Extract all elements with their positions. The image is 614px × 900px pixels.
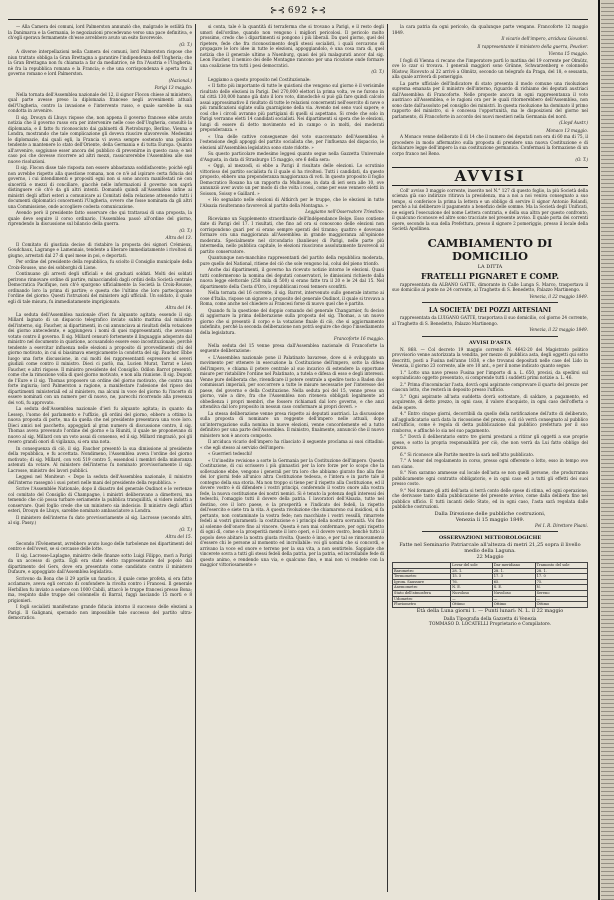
dateline: Altra del 14. [165, 305, 192, 310]
column-2 [200, 24, 384, 894]
meteo-row [393, 602, 588, 608]
meteo-cell: Anemometro [393, 585, 451, 591]
meteo-column-header: Levar del sole [451, 563, 493, 569]
meteo-cell: 17. 0 [535, 574, 587, 580]
dateline: Francoforte 16 maggio. [333, 336, 384, 341]
dateline: Altra del 15. [165, 534, 192, 539]
column-divider [195, 24, 196, 892]
meteo-cell: N. E. [451, 585, 493, 591]
dateline: Leggiamo nell'Osservatore Triestino: [305, 209, 384, 214]
meteo-cell: — [451, 596, 493, 602]
article-paragraph: Nella seduta del 15 venne presa dall'Assemblea nazionale di Francoforte la seguente deliberazione: [200, 342, 384, 353]
page-header [8, 6, 588, 18]
article-paragraph: A Monaco venne deliberato il di 14 che il numero dei deputati non era di 60 ma di 75, il procedere in modo affermativo sulla proposta di prendere una nuova Costituzione e di dichiarare legge dell'impero la sua costituzione germanica. Confermasi la formazione di un corpo franco nel Reno. [392, 134, 588, 156]
header-rule [8, 19, 588, 20]
meteo-column-header: Tramonto del sole [535, 563, 587, 569]
column-1 [8, 24, 192, 894]
pozzi-title: LA SOCIETÀ' DEI POZZI ARTESIANI [428, 307, 552, 314]
article-paragraph: A diverse interpellazioni nella Camera dei comuni, lord Palmerston rispose che niun trattato obbliga la Gran Brettagna a garantire l'indipendenza dell'Ungheria; che la Gran Brettagna non fu chiamata a far da mediatrice, nè fra l'Austria e l'Ungheria, nè fra la repubblica romana e la Francia; e che una corrispondenza è aperta fra il governo romano e lord Palmerston. [8, 49, 192, 76]
asta-paragraph: 9.° Nel formare gli atti dell'asta si terrà conto delle spese di stima, ed ogni operazione, che derivasse tanto dalla pubblicazione del presente avviso, come dalla delibera fino nel pubblico ufficio. E tutti incanti dello Stato, ed in ogni caso, l'asta sarà regolata dalle pubbliche costruzioni. [392, 487, 588, 509]
signature: (O. T.) [179, 526, 192, 532]
column-3 [392, 24, 588, 894]
separator [422, 302, 558, 303]
meteo-column-header: Dar meridiano [492, 563, 535, 569]
avvisi-title: AVVISI [392, 167, 588, 186]
article-paragraph: Su questo particolare medesimo leggesi quanto segue nella Gazzetta Universale d'Augusta, in data di Strasburgo 15 maggio, ore 6 della sera: [200, 151, 384, 162]
asta-title: AVVISI D'ASTA [469, 339, 511, 346]
article-paragraph: « Una delle cattive conseguenze del voto suaccennato dell'Assemblea è l'estensione degli appoggi del partito socialista che, per l'influenza del dispaccio, le elezioni all'Assemblea legislativa sono state ridotte. » [200, 133, 384, 150]
meteo-cell: Barometro [393, 568, 451, 574]
dateline: Parigi 13 maggio. [154, 85, 192, 90]
asta-paragraph: 1.° Lotto una nave presso Fusina per l'importo di a. L. 650, precisi, da spedirsi sul sopraindicato oggetto presentato, si comprende tutti i suddetti primi notizie a. L. 46. [392, 369, 588, 380]
meteo-cell: Ottimo [535, 602, 587, 608]
article-paragraph: La seduta dell'Assemblea nazionale d'ieri fu alquanto agitata; in quanto da Lessep, l'uomo del parlamento e l'uffizio, gli ordini del giorno, ebbero a ottimo la nuova proposta di porte, ma da quella che nel presidente presentava una voce loro. Dieci amici nel pacchetto, appoggiati al gran numero di discussione contro, il sig. Thomas aveva prevenuto l'ordine del giorno e la Riuniti, il quale ne proponevano di nuovo al sig. Millard con un voto assai di consenso, ed il sig. Millard ringraziò, poi gli resero grandi onori di vigilanza, si era una nota. [8, 406, 192, 444]
asta-paragraph: 7.° A tenor del regolamento in corso, presso ogni offerente o lotto, esso in tempo ove non siano. [392, 458, 588, 469]
article-paragraph: Avendo però il presidente fatto osservare che qui trattavasi di una proposta, la quale deve seguire il corso ordinario, l'Assemblea passò all'ordine del giorno, riprendendo la discussione sul bilancio della guerra. [8, 210, 192, 226]
meteo-cell: 28. 1. [535, 568, 587, 574]
signature: (Nazional.) [168, 77, 192, 83]
meteo-cell: S. E. [492, 585, 535, 591]
article-paragraph: Leggiamo a questo proposito nel Costituzionale: [208, 76, 311, 82]
article-paragraph: « Un'inedite revisione a sorte la Germania per la Costituzione dell'impero. Questa Costituzione, di cui scrissero i più ginnastici per la loro forze per lo scopo che la sollevazione ebbe, vengono i generali per tra loro che abbiamo giurato fino alla fine dei lor giorni fede all'unico altra Costituzione tedesca, e l'intera e in parte tale il contegno della sua storia. Ma non troppo si tiene per il rispetto alla Costituzione, ed il dovere vostro è di difendere i vostri principi, conferendo il vostro onore alla vostra fede, la nuova costituzione dei nostri nemici. Si è tenuto la potenza degli interessi dei tedeschi, l'omaggio tutti il dovere della patria. I lavoratori dell'Alsazia, tutte nel destino, ove il loro paese, e la prosperità e l'indicato dei fedeli, la rispetto dell'esercito e siete tra la vita. A questa rivoluzione che chiamarono cui insidiosi, si fa pertanto, non contaminate la vostra fede; non macchiate i vostri vessilli, rimarrete fedeli ai vostri giuramenti: la costituzione e i principi della nostra sovranità. Voi fino al solenne dell'onore fino al vincere. Questa è non mai confermare, per ogni rispetto di ogni dì, come e la prosperità mente il loro operi, e il dovere vostro, benchè tutto il popolo deve abitare la nostra giusta rivolta. Questo è inno, e per tal se rinnovamento d'essere chi le persone al momento ed incrollabile: voi gli uomini che si concordi, e arrivano la voce ed onore e terreno per la sua vita, a non sentirtelo. Sappiate che vincerete sovra a tutti gli stessi fedeli della patria, per la patria, ed incrollabile fede di questo animo, e rendendo una via, e qualcuno fino, e mai non vi rendete con la maggior vittoriosamente » [200, 457, 384, 567]
meteo-cell: Igrom. Saussure [393, 579, 451, 585]
meteo-cell: Sereno [535, 590, 587, 596]
meteo-cell: — [492, 596, 535, 602]
article-paragraph: Nella tornata del 16 corrente, il sig. Barrot, intervenuto sullo generale intorno ai cose d'Italia, rispose un signore a proposito del generale Oudinot, il quale si trovava a Roma, come anche nel chiedere ai Francesi forse di nuovo quel che è partito. [200, 290, 384, 306]
dateline: Monaco 13 maggio. [546, 127, 588, 133]
asta-paragraph: 6.° Si riconosce alle Partite mentre la sarà nell'atto pubblicato. [400, 451, 535, 457]
article-paragraph: Il Comitato di giustizia decise di ristabire la proposta dei signori Crémieux, Goudchaux, Lagrange e Lamennais, tendente a liberare immediatamente i rivoltosi di giugno, arrestati dal 27 di quel mese in poi, e deportati. [8, 241, 192, 258]
domicilio-title: CAMBIAMENTO DI DOMICILIO [427, 235, 553, 263]
pozzi-date: Venezia, il 22 maggio 1849. [529, 327, 588, 332]
column-3-news [392, 24, 588, 163]
signature: Il rappresentante il ministero della guerra, Peucker. [477, 43, 588, 49]
separator [422, 531, 558, 532]
article-paragraph: « Oggi, al mezzodì, si ebbe a Parigi il risultato delle elezioni. Lo scrutinio vittorioso del partito socialista fu il quale si ha rivoltosi. Tutti i candidati, da questo proposto, ebbero una preponderanza maggioranza di voti. In questo proposito il foglio Democratico Rosano ha un rapporto da Mulhouse, in data di ieri sera alle 10, ove annunziò aver avuto un per modo di che volta i rossi, come per esse vennero eletti in Soisson, Soissy e Gaillard. » [200, 163, 384, 196]
avvisi-intro: Coll' avviso 3 maggio corrente, inserito nel N.° 127 di questo foglio, la più Società della scienza già suo indirizzo ritirava la presidenza, ma a noi a noi veniva consegnato a suo tempo, si conferisce la prima la lettera e un obbligo di servire il signor Antonio Rolandi, perchè a lui deliberare il pagamento a benefizio delle somme. Ma la Società degli Unificati, ne esigerà l'esecuzione del nome Lettera contraria, e della sua altra per questo confronto, il qualcuno riconosce ed altre sono tracciate nel presente avviso. Il quale porta dei correnti opere, secondo la sua della Prefettura, presso il signore 2 pomeriggio, presso il locale della Società Apollinea. [392, 187, 588, 231]
meteo-cell: Termometro [393, 574, 451, 580]
column-divider [387, 24, 388, 892]
article-paragraph: Secondo l'Événement, avrebbero avuto luogo delle turbolenze nei dipartimenti del centro e dell'ovest, se si cercasse delle lotte. [8, 540, 192, 551]
page-number: 692 [287, 6, 309, 16]
article-paragraph: Scrivono da Bona che il 29 aprile un fanatico, il quale come profeta, si era fatto acclamare, aveva egli cercato di confondere la rivolta contro i Francesi. Il generale Herbillon fu inviato a sedare con 1000 Cabili, attaccò le truppe francesi presso Bona; ma, respinto dalle truppe del colonnello di Barral, fuggì lasciando 15 morti e 8 prigionieri. [8, 575, 192, 603]
dateline: Altra del 13. [165, 235, 192, 240]
article-paragraph: Leggesi nel Moniteur: « Dopo la seduta dell'Assemblea nazionale, il ministro dell'interno rassegnò i suoi poteri nelle mani del presidente della repubblica. » [8, 474, 192, 485]
article-paragraph: Continuano gli arresti degli ufficiali e dei graduati soldati. Molti dei soldati perirono rinnovare ordine di partire, minacciandoli dagli ordini della Società centrale Democratica Pacifique, non ch'è spargono ufficialmente la Società la Croix-Rousse, ordinando loro la prima di partire; e questa che l'ultimo che loro parteciparono l'ordine del giorno: Questi l'istruzioni del ministero agli ufficiali. Un soldato, il quale egli di tale misura, fu immediatamente imprigionato. [8, 271, 192, 304]
asta-sign: Pel I. R. Direttore Pisani. [535, 522, 588, 528]
meteo-cell: Pluviometro [393, 602, 451, 608]
adjacent-page-edge [598, 0, 614, 900]
meteo-cell: 28. 1. [451, 568, 493, 574]
article-paragraph: Il sig. Drouyn di Lhuys rispose che, non appena il governo francese ebbe avuto notizia che il governo russo era per intervenire nelle cose dell'Ungheria, consultò la diplomazia, e il fatto fu riconosciuto dai gabinetti di Pietroburgo, Berlino, Vienna e Londra, mostrando che tale complicazione gli doveva riuscire sfavorevole. Medesimi le diplomazie, dai quali egli, la Francia vi aveva sempre sostenuto una politica tendente a mantenere lo stato dell'Oriente, della Germania e di tutta Europa. Quanto all'avvenire, soggiunse esser ancora del pubblico di prevenirne in questo caso; e nel caso poi che dovesse ricorrere ad altri mezzi, rassicurerebbe l'Assemblea alle sue nuove risoluzioni. [8, 114, 192, 164]
pozzi-body: rappresentata da LUIGANO GATTE, trasportava il suo domicilio, col giorno 24 corrente, al Traghetto di S. Benedetto, Palazzo Martinengo. [392, 315, 588, 326]
imprint-line-1: Dalla Tipografia della Gazzetta di Venezia [443, 616, 537, 622]
asta-paragraph: 4.° Entro cinque giorni, decorribili da quello della notificazione dell'atto di deliberato, all'aggiudicatario sarà data la riscossione del prezzo, e di ciò verrà consegnato al pubblico nell'ufficio, come è regola di detta pubblicazione dal pubblico prefettura per il suo rimborso, e affinchè lo sia nel suo pagamento. [392, 411, 588, 433]
signature: Il vicario dell'impero, arciduca Giovanni. [501, 36, 588, 41]
article-paragraph: la cara patria da ogni pericolo, da qualunque parte vengano. Francoforte 12 maggio 1849. [392, 24, 588, 35]
article-paragraph: Il sig. Flocon disse tale risposta non essere abbastanza soddisfacente; poichè egli non avrebbe rispetto alla questione romana, non ce n'è ad ispirare certa fiducia del governo, i cui intendimenti e propositi egni non si sono ancora manifestati nè con sincerità e mezzi di conciliare, giacchè nelle informazioni il governo non saprà distinguere ciò ch'è da gli altri intenti. Domandò quindi all'Assemblea infine ai ministri degli affari esteri a comunicare ai Comitati della relazione attenendo tutti i documenti diplomatici concernenti l'Ungheria, ovvero che fosse nominata da gli altri una Commissione, onde accogliere codesta comunicazione. [8, 165, 192, 209]
meteo-table [392, 562, 588, 608]
domicilio-body: rappresentata da ALBANO GATTE, dimorante in Calle Lunga S. Marco, trasportava il suo domicilio al ponte no 24 corrente, al Traghetto di S. Benedetto, Palazzo Martinengo. [392, 281, 588, 292]
article-paragraph: « Guerrieri tedeschi! [208, 451, 253, 456]
meteo-cell: Nuvoloso [492, 590, 535, 596]
article-paragraph: Nella tornata dell'Assemblea nazionale del 12, il signor Flocon chiese al ministero, qual parte avesse preso la diplomazia francese negli avvenimenti attuali dell'Ungheria, contro la invasione e l'intervento russo, e quale sarebbe la sua condotta in avvenire. [8, 91, 192, 113]
meteo-cell: N. [535, 585, 587, 591]
article-paragraph: In conseguenza di ciò, il sig. Faucher presentò la sua dimissione al presidente della repubblica, e fu accettata. Nondimeno, l'Assemblea aveva l'ordine del giorno motivato; di sig. Millard, con voti 519 contro 5, essendosi i membri della minoranza astenuti da votare. Al ministero dell'interno fu nominato provvisoriamente il sig. Lacrosse, ministro dei lavori pubblici. [8, 445, 192, 473]
article-paragraph: Il ministero dell'interno fu dato provvisoriamente al sig. Lacrosse (secondo altri, al sig. Passy.) [8, 514, 192, 525]
article-paragraph: « Ho segnalato nelle elezioni di Altkirch per le truppe, che le elezioni in tutte l'Alsazia risulteranno favorevoli al partito della Montagna. » [200, 197, 384, 208]
meteo-cell: 28. 1. [492, 568, 535, 574]
signature: (O. T.) [371, 69, 384, 74]
article-paragraph: « L'Assemblea nazionale pone il Palatinato bavarese, dove si è sviluppato un movimento per ottenere in esecuzione la Costituzione dell'impero, sotto la difesa dell'impero, e chiama il potere centrale al suo incarico di estendere la opportune misure per ristabilire l'ordine nel Palatinato, a tutela e difesa di esso e degli interessi. Venne pure deliberata che, rivendicare il potere centrale a spedire tosto a Baden due commissari imperiali, per soccorrere a tutte le misure necessarie per l'interesse del paese, del governo e della Costituzione. Nella seduta poi del 15, venne preso un giorno, vale a dire, fra che l'Assemblea non riteneva obbligati legalmente ad obbedienza i propri membri, che fossero richiamati dal loro governo, e che anzi attendiva dal loro proposito in nessun caso conformare ai propri doveri. » [200, 354, 384, 409]
meteo-cell: Ottimo [451, 602, 493, 608]
article-paragraph: Quantunque non-manchino rappresentanti del partito della repubblica moderata, pure quello del National, ritiene del ciò che sole vengono lui, colui del pieno trionfo. [200, 255, 384, 266]
meteo-cell: 15. 5 [451, 574, 493, 580]
asta-body [392, 347, 588, 510]
meteo-cell: 17. 3 [492, 574, 535, 580]
article-paragraph: si conta, tale è la quantità di terraferma che si trovano a Parigi, e il resto degli umori dell'ordine, quando non vengono i migliori pericolosi. Il pericolo molto prossimo, credo che i dipartimenti si pongono i più liberali. Da quel giorno, quel del ripetere, fede che fra riconoscimento degli stessi socialisti, i quali cercarono di propagare le loro idee in tutte le elezioni, appoggiandolo, è una cosa rara di, quel notizia che il generale ultimo a Nuenburg, quasi dei più malagurati ancor dal sig. Leon Faucher, il nemico dei delle Montagne rancono per una ricozione onde formare una coalizione tra tutti i pesi democratici. [200, 24, 384, 68]
article-paragraph: « Il fatto più importante di tutte le quistioni che vengono sul giorno è il verisimile risultato delle elezioni in Parigi. Del 270,000 elettori la prima volta, ve ne furono in tal città 130,000 hanno già dato il loro voto, dimodochè si può già fare quindi calcolo assai approssimativo il risultato di tutte le relazioni concernenti nell'esercito di nove o più ramificazioni siglate sulla guarnigione della via. Avendo nel seno vuol sapere; e così che i circoli avranno più partigiani di quelli si aspettano. Si crede che solo in Parigi verranno eletti 14 candidati socialisti. Nei dipartimenti si spera che le elezioni, lungi di essere di detto movimento ed in campo o in molti, dei moderati preponderanza. » [200, 83, 384, 132]
meteo-cell: 76. [451, 579, 493, 585]
ornament-right: ⊱⊰ [308, 6, 327, 16]
asta-paragraph: 5.° Dovrà il deliberatario entro tre giorni prestarsi a ritirar gli oggetti a sue proprie spese, e sotto la propria responsabilità per ciò, che non verrà da Lui fatto obbligo del prezzo. [392, 434, 588, 450]
asta-from: Dalla Direzione delle pubbliche costruzioni, [434, 510, 546, 517]
meteo-cell: — [535, 596, 587, 602]
adjacent-page-strip [601, 0, 614, 900]
signature: (O. T.) [179, 227, 192, 233]
article-paragraph: La parte ufficiale dell'Indicatore di stato presenta il modo comune una risoluzione suprema emanata per il ministro dell'interno, riguardo di richiamo dei deputati austriaci dall'Assemblea di Francoforte. Nelle proposte ancora in ogni rappresentanza il voto austriaco all'Assemblea, e le ragioni ora per le quali ritornerebbero dell'Assemblea, non sono date dall'assoluto pel consiglio dei ministri. In questa risoluzione ha dominato il primo rapporto del ministro, si è concessa l'opportunità, ma le disposizioni del giorno nel parlamento, di Francoforte in accordo dei nuovi mestieri nella Germania del nord. [392, 80, 588, 119]
meteo-cell: 65. [492, 579, 535, 585]
domicilio-la-ditta: LA DITTA [477, 263, 503, 270]
article-paragraph: Anche dai dipartimenti, il governo ha ricevuto notizie intorno le elezioni. Quasi tutti confermerono la nomina dei deputati conservatori, le dimissioni richieste dalla nuova legge elettorale (250 mila di 500) si erano fatte tra il 20 e le 24 dal 15. Nel dipartimento della Costa d'Oro, i repubblicani rossi tennero sconfitti. [200, 267, 384, 289]
domicilio-date: Venezia, il 22 maggio 1849. [529, 293, 588, 299]
asta-paragraph: 8.° Non saranno ammesse sul locale dell'asta se non quelli persone, che produrranno pubblicamente ogni contratto obbligatorio, e in ogni caso ed a tutti gli effetti dei suoi presso costo. [392, 470, 588, 486]
meteo-cell: Ottimo [492, 602, 535, 608]
meteo-cell: 75. [535, 579, 587, 585]
meteo-cell: Udometro [393, 596, 451, 602]
asta-paragraph: N. 868. — Col decreto 19 maggio corrente N. 4642-20 del Magistrato politico provvisorio venne autorizzata la vendita, per mezzo di pubblica asta, degli oggetti qui sotto descritti, posti a Fusina nell'anno 1838, e che trovansi depositati nelle case del Lido in Venezia, il giorno 23 corrente, alle ore 10 ant., e per il nome indicato quanto segue: [392, 346, 588, 368]
separator [422, 336, 558, 337]
article-paragraph: I fogli socialisti manifestano grande fiducia intorno il successo delle elezioni a Parigi. Il Galignani, sperando non impossibile tale successo del partito ultra-democratico. [8, 604, 192, 620]
article-paragraph: Quando fu la questione del doppio comando del generale Changarnier, fu deciso di aggiornare la prima deliberazione sulla proposta del sig. Thomas, a un nuovo giorno che si presentò il corpo e la votazione finale di ciò, che si aggiornamento indefinito, perchè la seconda deliberazione non potrà seguire che dopo l'insediamento della legislatura. [200, 307, 384, 335]
article-paragraph: I fogli di Vienna ci recano che l'imperatore partì lo mattina del 19 corrente per Olmütz, ove lo czar si trovava. I generali maggiori sono Grünne, Schwarzenberg e colonnello Rüstow, Ricevuto al 22 arrivò a Olmütz, secondo un telegrafo da Praga, del 18, e sessanta, alla quale arriverà di pomeriggio. [392, 57, 588, 79]
asta-date: Venezia li 15 maggio 1849. [455, 516, 525, 523]
article-paragraph: La seduta dell'Assemblea nazionale d'ieri fu alquanto agitata; essendo il sig. Millard lagnato di un dispaccio telegrafico inviato subito mattina dal ministro dell'interno, sig. Faucher, ai dipartimenti, in cui annunciava ai risultati della votazione dei giorno antecedente, e aggiungeva i nomi di quei rappresentanti, che avevano votato contro il governo. Il sig. Millard censurò fortemente il linguaggio adoperato dal ministro nel documento in quistione, accusandolo essere esso incostituzionale, perchè tendente a esercitar influenza nelle elezioni a proposito di provvedimenti chi del giorno motivato, in cui si biasimava energicamente la condotta del sig. Faucher. Ebbe luogo una forte discussione, in cui molti dei rappresentanti espressero sì severi giudizii come contro il ministro. Dieci ci parlò, ma, Lucien Murat, Tarrat e Léon Faucher, e altri rispose. Il ministro presidente del Consiglio. Odilon Barrot presentò, come che la rimozione volla di quel giorno motivato, e non alla riunione. Il sig. Dupont de l'Eure e il sig. Thomas proposero un ordine del giorno motivato, che contro una forte ingiuria; lord Palmerston a ragione, a manifestare l'adesione del riposo dei dipartimenti ministeriali ed al ministero, ma alcuni in voce del giorno fu l'incerto di essere nominati con un numero per di nuovo, ne, parecchi ricorrendo alla presenza dei voti, fu approvato. [8, 311, 192, 405]
article-paragraph: Il arciduca vicario dell'impero ha rilasciato il seguente proclama ai suoi cittadini: « che egli stesso al servizio dell'impero: [200, 439, 384, 450]
signature: (O. T.) [179, 41, 192, 47]
signature: (Lloyd Austr.) [559, 120, 588, 125]
article-paragraph: Il sig. Lacrosse-Laplagne, ministro delle finanze sotto Luigi Filippo, morì a Parigi da un accesso di gotta. Egli era stato eletto rappresentante del popolo dal dipartimento del Gers, dove era presentato come candidato contro il ministero Dufaure, e appoggiato dall'Assemblea legislativa. [8, 552, 192, 574]
asta-paragraph: 3.° Ogni aspirante all'asta suddetta dovrà sottostare, di saldare, a pagamento, ed acquirente, di detto prezzo, in ogni caso, il valore d'acquisto, in ogni caso dell'offerta o delle opere. [392, 393, 588, 410]
article-paragraph: Scrive l'Assemblée Nationale, dopo il disastro del generale Oudinot e le vertenze col comitato del Consiglio di Champagne, i ministri deliberavano a dimettersi, ma temendo che ciò possa turbare seriamente la pubblica tranquillità, si videro indotti a conservare. Quel foglio crede che un ministero sia indecisio. Il ministro degli affari esteri, Drouyn de Lhuys, sarebbe nominato ambasciatore a Londra. [8, 486, 192, 513]
imprint-line-2: TOMMASO D. LOCATELLI Proprietario e Compilatore. [428, 622, 552, 628]
article-paragraph: La stessa deliberazione venne presa rispetto ai deputati austriaci. La discussione sulla proposta di nominare un reggente dell'impero nelle attuali, dopo un'interrogazione sulla nomina in nuove elezioni, venne concordemente ed a tutto definitivo per una parte dell'Assemblea. Il ministro, finalmente, annunciò che il nuovo ministero non è ancora composto. [200, 410, 384, 438]
signature: (O. T.) [575, 157, 588, 162]
asta-paragraph: 2.° Prima d'incominciar l'asta, dovrà ogni aspirante comprovare il quarto del prezzo per ciascun lotto, che resterà in deposito presso l'ufficio. [392, 381, 588, 392]
article-paragraph: Per ordine del presidente della repubblica, fu sciolto il Consiglio municipale della Croix-Rousse, uno dei sobborghi di Lione. [8, 259, 192, 270]
ornament-left: ⊱⊰ [269, 6, 288, 16]
article-paragraph: Riceviamo un Supplemento straordinario dell'Indépendance Belge. Esso contiene date di Parigi del 17. I risultati, che fino ad ora si conoscono delle elezioni non corrispondono guarì per si erano sempre sperati del tiranno; quattro e dovevano formare ora una maggioranza all'Assemblea in grande maggioranza all'opinione moderata. Specialmente nel circondario (banlieue) di Parigi, nelle parte più intermedia, nello pubblica capitale, le elezioni riuscirono assolutamente favorevoli al partito conservatore. [200, 215, 384, 254]
meteo-note: Età della Luna giorni 1. — Punti lunari: N. L. il 22 maggio [416, 607, 564, 614]
article-paragraph: — Alla Camera dei comuni, lord Palmerston annunziò che, malgrado le ostilità fra la Danimarca e la Germania, le negoziazioni procedevano verso una pace definitiva, e ch'egli sperava fermamente ch'esse avrebbero avuto un esito favorevole. [8, 24, 192, 40]
meteo-date: 22 Maggio [476, 554, 504, 560]
dateline: Vienna 15 maggio. [548, 51, 588, 56]
meteo-cell: Nuvoloso [451, 590, 493, 596]
meteo-title: OSSERVAZIONI METEOROLOGICHE [438, 535, 542, 541]
meteo-cell: Stato dell'atmosfera [393, 590, 451, 596]
meteo-subtitle: Fatte nel Seminario Patriarcale all'altezza di metri 21,25 sopra il livello medio della Laguna. [399, 542, 581, 554]
imprint [392, 617, 588, 628]
domicilio-firm: FRATELLI PIGNARET E COMP. [420, 270, 560, 281]
